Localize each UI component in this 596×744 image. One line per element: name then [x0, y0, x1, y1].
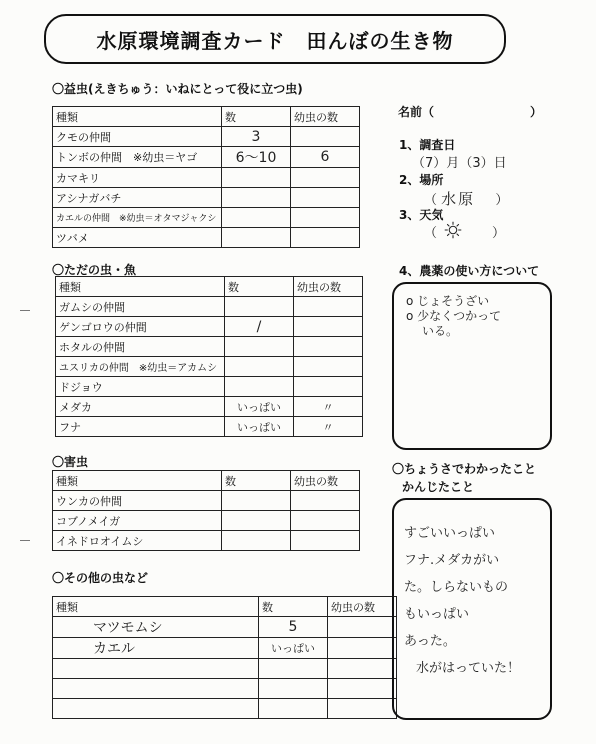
table-row [53, 208, 360, 228]
others-table [52, 596, 397, 719]
table-row [56, 417, 363, 437]
others-heading: 〇その他の虫など [52, 571, 149, 585]
species-name: クモの仲間 [53, 127, 222, 147]
species-name[interactable] [53, 699, 259, 719]
larva-cell[interactable] [291, 511, 360, 531]
findings-line: あった。 [404, 634, 456, 649]
count-cell[interactable]: 5 [259, 617, 328, 638]
pesticide-line: o じょそうざい [406, 294, 490, 308]
larva-cell[interactable]: 6 [291, 147, 360, 168]
header-larva: 幼虫の数 [291, 107, 360, 127]
larva-cell[interactable] [294, 337, 363, 357]
table-row [53, 679, 397, 699]
species-name: ユスリカの仲間 ※幼虫＝アカムシ [56, 357, 225, 377]
beneficial-heading: 〇益虫(えきちゅう：いねにとって役に立つ虫) [52, 82, 303, 96]
month-unit: ）月 [433, 156, 460, 171]
ordinary-heading: 〇ただの虫・魚 [52, 263, 137, 277]
table-header-row [53, 597, 397, 617]
larva-cell[interactable] [291, 208, 360, 228]
larva-cell[interactable] [291, 491, 360, 511]
date-open-paren: （ [459, 156, 473, 171]
species-name: ウンカの仲間 [53, 491, 222, 511]
table-row [53, 511, 360, 531]
count-cell[interactable] [222, 228, 291, 248]
count-cell[interactable]: いっぱい [225, 417, 294, 437]
table-row [53, 617, 397, 638]
pesticide-label: 4、農薬の使い方について [399, 264, 540, 278]
table-row [53, 147, 360, 168]
species-name[interactable] [53, 679, 259, 699]
table-row [53, 127, 360, 147]
table-row [56, 377, 363, 397]
species-name: ホタルの仲間 [56, 337, 225, 357]
count-cell[interactable] [259, 659, 328, 679]
binder-mark [20, 540, 30, 541]
findings-line: フナ.メダカがい [404, 553, 500, 568]
table-header-row [56, 277, 363, 297]
pesticide-line: o 少なくつかって [406, 309, 502, 323]
header-kind: 種類 [53, 597, 259, 617]
species-name: ゲンゴロウの仲間 [56, 317, 225, 337]
species-name: トンボの仲間 ※幼虫＝ヤゴ [53, 147, 222, 168]
findings-notes [404, 520, 520, 682]
place-close-paren: ） [495, 193, 509, 208]
species-name: メダカ [56, 397, 225, 417]
species-name: カマキリ [53, 168, 222, 188]
count-cell[interactable] [225, 337, 294, 357]
table-header-row [53, 471, 360, 491]
day-value: 3 [472, 156, 481, 171]
table-row [56, 337, 363, 357]
count-cell[interactable] [222, 491, 291, 511]
count-cell[interactable] [222, 188, 291, 208]
larva-cell[interactable] [294, 297, 363, 317]
larva-cell[interactable] [291, 168, 360, 188]
count-cell[interactable] [222, 168, 291, 188]
header-kind: 種類 [53, 107, 222, 127]
species-name: イネドロオイムシ [53, 531, 222, 551]
ordinary-table [55, 276, 363, 437]
count-cell[interactable] [225, 297, 294, 317]
count-cell[interactable] [259, 679, 328, 699]
date-open-paren: （ [412, 156, 426, 171]
findings-line: 水がはっていた！ [416, 661, 521, 676]
count-cell[interactable]: / [225, 317, 294, 337]
larva-cell[interactable] [328, 638, 397, 659]
count-cell[interactable]: いっぱい [225, 397, 294, 417]
species-name: アシナガバチ [53, 188, 222, 208]
place-value: 水原 [441, 190, 476, 208]
count-cell[interactable] [222, 531, 291, 551]
larva-cell[interactable] [328, 617, 397, 638]
pesticide-notes [406, 294, 501, 339]
findings-label-2: かんじたこと [402, 480, 475, 494]
species-name: ドジョウ [56, 377, 225, 397]
findings-label: 〇ちょうさでわかったこと [392, 462, 537, 476]
table-row [53, 228, 360, 248]
pests-table [52, 470, 360, 551]
day-unit: ）日 [480, 156, 507, 171]
header-count: 数 [222, 107, 291, 127]
header-count: 数 [222, 471, 291, 491]
pesticide-line: いる。 [422, 324, 459, 338]
larva-cell[interactable] [294, 317, 363, 337]
larva-cell[interactable] [328, 679, 397, 699]
larva-cell[interactable] [291, 228, 360, 248]
findings-line: た。しらないもの [404, 580, 509, 595]
species-name: カエルの仲間 ※幼虫＝オタマジャクシ [53, 208, 222, 228]
larva-cell[interactable]: 〃 [294, 417, 363, 437]
header-larva: 幼虫の数 [294, 277, 363, 297]
count-cell[interactable] [259, 699, 328, 719]
name-close-paren: ） [530, 105, 543, 119]
table-header-row [53, 107, 360, 127]
table-row [56, 397, 363, 417]
weather-open-paren: （ [424, 226, 438, 241]
findings-line: すごいいっぱい [404, 526, 496, 541]
month-value: 7 [425, 156, 434, 171]
larva-cell[interactable] [291, 127, 360, 147]
card-title: 水原環境調査カード 田んぼの生き物 [44, 14, 506, 64]
header-kind: 種類 [56, 277, 225, 297]
table-row [53, 638, 397, 659]
date-field[interactable] [412, 152, 507, 171]
findings-box[interactable] [392, 498, 552, 720]
beneficial-table [52, 106, 360, 248]
sun-icon [444, 221, 462, 239]
larva-cell[interactable] [291, 188, 360, 208]
count-cell[interactable] [222, 511, 291, 531]
header-kind: 種類 [53, 471, 222, 491]
pests-heading: 〇害虫 [52, 455, 89, 469]
header-count: 数 [225, 277, 294, 297]
header-larva: 幼虫の数 [328, 597, 397, 617]
pesticide-box[interactable] [392, 282, 552, 450]
species-name: コブノメイガ [53, 511, 222, 531]
count-cell[interactable]: いっぱい [259, 638, 328, 659]
larva-cell[interactable]: 〃 [294, 397, 363, 417]
survey-date-label: 1、調査日 [399, 138, 456, 152]
table-row [53, 491, 360, 511]
species-name: ガムシの仲間 [56, 297, 225, 317]
species-name[interactable]: マツモムシ [53, 617, 259, 638]
larva-cell[interactable] [328, 659, 397, 679]
count-cell[interactable] [222, 208, 291, 228]
table-row [53, 168, 360, 188]
weather-close-paren: ） [492, 226, 506, 241]
species-name[interactable] [53, 659, 259, 679]
name-label: 名前（ [398, 105, 435, 119]
header-count: 数 [259, 597, 328, 617]
species-name: ツバメ [53, 228, 222, 248]
larva-cell[interactable] [291, 531, 360, 551]
species-name: フナ [56, 417, 225, 437]
table-row [53, 188, 360, 208]
table-row [53, 699, 397, 719]
table-row [53, 531, 360, 551]
count-cell[interactable] [225, 357, 294, 377]
table-row [53, 659, 397, 679]
larva-cell[interactable] [294, 377, 363, 397]
place-label: 2、場所 [399, 173, 444, 187]
findings-line: もいっぱい [404, 607, 470, 622]
binder-mark [20, 310, 30, 311]
count-cell[interactable] [225, 377, 294, 397]
species-name[interactable]: カエル [53, 638, 259, 659]
table-row [56, 357, 363, 377]
larva-cell[interactable] [294, 357, 363, 377]
table-row [56, 297, 363, 317]
place-open-paren: （ [424, 193, 438, 208]
weather-label: 3、天気 [399, 208, 444, 222]
table-row [56, 317, 363, 337]
count-cell[interactable]: 3 [222, 127, 291, 147]
weather-field[interactable] [424, 222, 437, 241]
count-cell[interactable]: 6～10 [222, 147, 291, 168]
header-larva: 幼虫の数 [291, 471, 360, 491]
larva-cell[interactable] [328, 699, 397, 719]
